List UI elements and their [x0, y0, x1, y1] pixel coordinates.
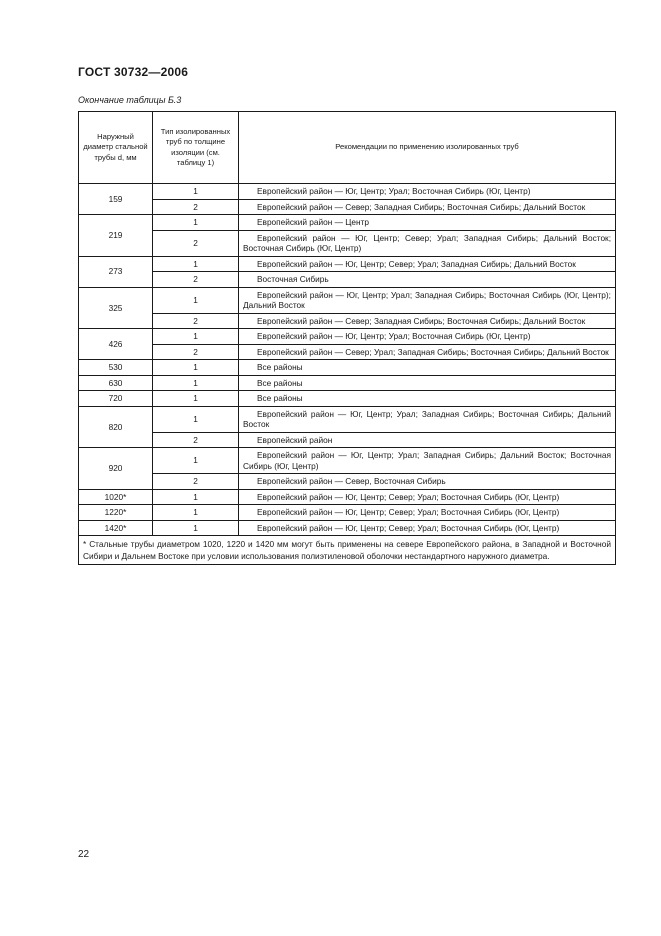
cell-insulation-type: 1 [153, 184, 239, 200]
cell-diameter: 920 [79, 448, 153, 490]
table-row [79, 272, 616, 288]
recommendation-text: Европейский район [257, 434, 333, 445]
cell-recommendation [239, 505, 616, 521]
column-header-diameter: Наружный диаметр стальной трубы d, мм [79, 112, 153, 184]
table-body [79, 184, 616, 536]
recommendation-text: Европейский район — Север; Урал; Западная Сибирь; Восточная Сибирь; Дальний Восток [257, 346, 609, 357]
cell-recommendation [239, 489, 616, 505]
cell-recommendation [239, 344, 616, 360]
cell-diameter: 159 [79, 184, 153, 215]
cell-diameter: 1420* [79, 520, 153, 536]
table-row [79, 313, 616, 329]
recommendation-text: Европейский район — Юг, Центр; Урал; Западная Сибирь; Дальний Восток; Восточная Сибирь (Юг, Центр) [243, 450, 611, 471]
cell-recommendation [239, 199, 616, 215]
table-row [79, 375, 616, 391]
column-header-insulation-type: Тип изолированных труб по толщине изоляции (см. таблицу 1) [153, 112, 239, 184]
cell-insulation-type: 2 [153, 474, 239, 490]
recommendation-text: Все районы [257, 377, 303, 388]
cell-recommendation [239, 329, 616, 345]
cell-diameter: 325 [79, 287, 153, 329]
table-row [79, 520, 616, 536]
cell-recommendation [239, 230, 616, 256]
recommendation-text: Европейский район — Юг, Центр; Урал; Восточная Сибирь (Юг, Центр) [257, 186, 531, 196]
cell-insulation-type: 1 [153, 215, 239, 231]
cell-insulation-type: 1 [153, 505, 239, 521]
cell-diameter: 426 [79, 329, 153, 360]
cell-recommendation [239, 272, 616, 288]
cell-insulation-type: 2 [153, 272, 239, 288]
cell-insulation-type: 1 [153, 520, 239, 536]
table-row [79, 329, 616, 345]
table-row [79, 432, 616, 448]
cell-insulation-type: 1 [153, 256, 239, 272]
table-row [79, 287, 616, 313]
cell-recommendation [239, 474, 616, 490]
recommendation-text: Восточная Сибирь [257, 274, 329, 284]
table-caption: Окончание таблицы Б.3 [78, 95, 182, 105]
cell-diameter: 720 [79, 391, 153, 407]
cell-recommendation [239, 375, 616, 391]
recommendation-text: Европейский район — Юг, Центр; Север; Урал; Восточная Сибирь (Юг, Центр) [257, 491, 560, 502]
cell-diameter: 530 [79, 360, 153, 376]
page-number: 22 [78, 849, 90, 860]
cell-recommendation [239, 360, 616, 376]
footnote-row [79, 536, 616, 565]
table-row [79, 489, 616, 505]
table-footnote: * Стальные трубы диаметром 1020, 1220 и 1420 мм могут быть применены на севере Европейского района, в Западной и Восточной Сибири и Дальнем Востоке при условии использования полиэтиленовой оболочки нестандартного наружного диаметра. [79, 536, 616, 565]
table-row [79, 406, 616, 432]
cell-recommendation [239, 520, 616, 536]
cell-recommendation [239, 313, 616, 329]
table-row [79, 360, 616, 376]
recommendation-text: Европейский район — Юг, Центр; Север; Урал; Восточная Сибирь (Юг, Центр) [257, 507, 560, 517]
cell-insulation-type: 2 [153, 230, 239, 256]
table-row [79, 344, 616, 360]
table-row [79, 256, 616, 272]
table-row [79, 505, 616, 521]
table-row [79, 184, 616, 200]
table-row [79, 230, 616, 256]
cell-recommendation [239, 215, 616, 231]
cell-recommendation [239, 406, 616, 432]
table-row [79, 391, 616, 407]
cell-recommendation [239, 432, 616, 448]
recommendation-text: Европейский район — Юг, Центр; Север; Урал; Западная Сибирь; Дальний Восток [257, 258, 576, 269]
cell-recommendation [239, 287, 616, 313]
recommendation-text: Европейский район — Юг, Центр; Урал; Восточная Сибирь (Юг, Центр) [257, 331, 531, 341]
table-row [79, 199, 616, 215]
recommendation-text: Европейский район — Юг, Центр; Север; Урал; Западная Сибирь; Дальний Восток; Восточная Сибирь (Юг, Центр) [243, 232, 611, 253]
cell-recommendation [239, 391, 616, 407]
cell-insulation-type: 1 [153, 489, 239, 505]
recommendation-text: Европейский район — Центр [257, 217, 369, 227]
cell-recommendation [239, 184, 616, 200]
recommendation-text: Европейский район — Юг, Центр; Урал; Западная Сибирь; Восточная Сибирь (Юг, Центр); Дальний Восток [243, 289, 611, 310]
cell-diameter: 820 [79, 406, 153, 448]
column-header-recommendations: Рекомендации по применению изолированных труб [239, 112, 616, 184]
cell-insulation-type: 1 [153, 329, 239, 345]
recommendations-table [78, 111, 616, 565]
cell-diameter: 1220* [79, 505, 153, 521]
cell-diameter: 1020* [79, 489, 153, 505]
table-header-row [79, 112, 616, 184]
table-row [79, 448, 616, 474]
cell-diameter: 273 [79, 256, 153, 287]
document-title: ГОСТ 30732—2006 [78, 65, 189, 79]
cell-insulation-type: 1 [153, 287, 239, 313]
cell-insulation-type: 1 [153, 391, 239, 407]
recommendation-text: Европейский район — Юг, Центр; Север; Урал; Восточная Сибирь (Юг, Центр) [257, 522, 560, 533]
recommendation-text: Все районы [257, 393, 303, 403]
cell-insulation-type: 2 [153, 344, 239, 360]
cell-recommendation [239, 256, 616, 272]
cell-insulation-type: 1 [153, 360, 239, 376]
cell-recommendation [239, 448, 616, 474]
cell-insulation-type: 2 [153, 313, 239, 329]
cell-insulation-type: 1 [153, 375, 239, 391]
cell-diameter: 630 [79, 375, 153, 391]
recommendation-text: Европейский район — Юг, Центр; Урал; Западная Сибирь; Восточная Сибирь; Дальний Восток [243, 408, 611, 429]
table-row [79, 474, 616, 490]
cell-insulation-type: 1 [153, 406, 239, 432]
table-row [79, 215, 616, 231]
cell-insulation-type: 1 [153, 448, 239, 474]
recommendation-text: Европейский район — Север, Восточная Сибирь [257, 476, 446, 486]
cell-insulation-type: 2 [153, 199, 239, 215]
recommendation-text: Европейский район — Север; Западная Сибирь; Восточная Сибирь; Дальний Восток [257, 201, 586, 212]
cell-insulation-type: 2 [153, 432, 239, 448]
cell-diameter: 219 [79, 215, 153, 257]
recommendation-text: Все районы [257, 362, 303, 372]
recommendation-text: Европейский район — Север; Западная Сибирь; Восточная Сибирь; Дальний Восток [257, 315, 586, 326]
